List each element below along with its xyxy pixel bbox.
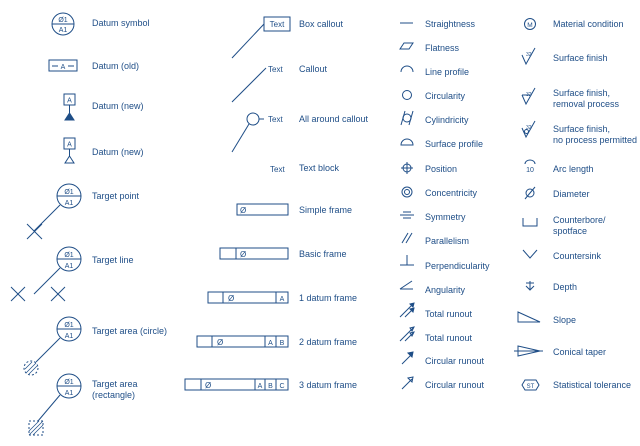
target-rect-bottom-text: A1 [64, 390, 74, 397]
label-circular-runout-1: Circular runout [425, 356, 485, 366]
label-circularity: Circularity [425, 91, 466, 101]
datum-symbol-bottom-text: A1 [58, 27, 68, 34]
label-angularity: Angularity [425, 285, 466, 295]
cylindricity-icon [401, 111, 413, 125]
label-circular-runout-2: Circular runout [425, 380, 485, 390]
datum-new-1-letter: A [67, 97, 72, 105]
target-point-bottom-text: A1 [64, 200, 74, 207]
label-statistical-tolerance: Statistical tolerance [553, 380, 632, 390]
label-parallelism: Parallelism [425, 236, 470, 246]
label-target-point: Target point [92, 191, 140, 201]
slope-icon [518, 312, 540, 322]
simple-frame-dia: Ø [240, 206, 247, 215]
callout-icon [232, 65, 283, 102]
label-total-runout-1: Total runout [425, 309, 473, 319]
datum-symbol-top-text: Ø1 [58, 17, 68, 24]
circular-runout-2-icon [402, 377, 413, 389]
datum-old-letter: A [60, 64, 66, 71]
callout-text: Text [268, 65, 283, 74]
label-surface-profile: Surface profile [425, 139, 484, 149]
label-concentricity: Concentricity [425, 188, 478, 198]
datum-new-open-icon [64, 138, 75, 163]
one-datum-dia: Ø [228, 294, 235, 303]
two-datum-b: B [279, 340, 285, 347]
label-target-line: Target line [92, 255, 134, 265]
two-datum-frame-icon [197, 336, 288, 347]
two-datum-a: A [268, 340, 273, 347]
label-target-area-rectangle: Target area (rectangle) [92, 379, 138, 400]
target-point-icon [27, 184, 81, 239]
sf-noprocess-value: 32 [526, 125, 532, 131]
label-datum-symbol: Datum symbol [92, 18, 150, 28]
label-slope: Slope [553, 315, 577, 325]
three-datum-dia: Ø [205, 381, 212, 390]
label-datum-old: Datum (old) [92, 61, 140, 71]
simple-frame-icon [237, 204, 288, 215]
target-circle-bottom-text: A1 [64, 333, 74, 340]
target-line-bottom-text: A1 [64, 263, 74, 270]
datum-symbol-icon [52, 13, 74, 35]
label-surface-finish-no-process: Surface finish, no process permitted [553, 124, 638, 145]
flatness-icon [400, 43, 413, 49]
label-datum-new-2: Datum (new) [92, 147, 144, 157]
arc-length-icon [525, 160, 535, 174]
diameter-icon [525, 187, 535, 199]
label-callout: Callout [299, 64, 328, 74]
total-runout-2-icon [400, 327, 414, 341]
conical-taper-icon [514, 346, 543, 356]
label-symmetry: Symmetry [425, 212, 466, 222]
target-line-top-text: Ø1 [64, 252, 74, 259]
line-profile-icon [401, 66, 413, 72]
label-two-datum-frame: 2 datum frame [299, 337, 358, 347]
label-material-condition: Material condition [553, 19, 624, 29]
text-block-text: Text [270, 165, 285, 174]
label-perpendicularity: Perpendicularity [425, 261, 490, 271]
label-all-around-callout: All around callout [299, 114, 369, 124]
label-three-datum-frame: 3 datum frame [299, 380, 358, 390]
label-conical-taper: Conical taper [553, 347, 607, 357]
label-target-area-circle: Target area (circle) [92, 326, 168, 336]
surface-profile-icon [401, 139, 413, 145]
basic-frame-icon [220, 248, 288, 259]
three-datum-b: B [268, 383, 273, 390]
label-basic-frame: Basic frame [299, 249, 347, 259]
datum-new-filled-icon [64, 94, 75, 120]
datum-new-2-letter: A [67, 141, 72, 149]
box-callout-text: Text [269, 20, 285, 29]
label-countersink: Countersink [553, 251, 602, 261]
target-circle-top-text: Ø1 [64, 322, 74, 329]
material-condition-icon [525, 19, 536, 30]
symmetry-icon [400, 212, 414, 218]
label-position: Position [425, 164, 458, 174]
label-cylindricity: Cylindricity [425, 115, 469, 125]
label-flatness: Flatness [425, 43, 460, 53]
perpendicularity-icon [400, 255, 414, 265]
label-line-profile: Line profile [425, 67, 470, 77]
label-depth: Depth [553, 282, 578, 292]
target-rect-top-text: Ø1 [64, 379, 74, 386]
all-around-text: Text [268, 115, 283, 124]
surface-finish-icon [522, 48, 535, 64]
datum-old-icon [49, 60, 77, 71]
circularity-icon [403, 91, 412, 100]
arc-glyph: 10 [526, 167, 534, 174]
label-box-callout: Box callout [299, 19, 344, 29]
st-glyph: ST [526, 384, 535, 390]
two-datum-dia: Ø [217, 338, 224, 347]
text-block-icon [270, 165, 285, 174]
statistical-tolerance-icon [522, 380, 539, 390]
three-datum-frame-icon [185, 379, 288, 390]
surface-finish-no-process-icon [522, 121, 535, 137]
angularity-icon [400, 281, 413, 289]
sf-value: 32 [526, 52, 532, 58]
all-around-callout-icon [232, 113, 283, 152]
target-point-top-text: Ø1 [64, 189, 74, 196]
label-simple-frame: Simple frame [299, 205, 353, 215]
depth-icon [526, 281, 534, 290]
label-arc-length: Arc length [553, 164, 594, 174]
target-line-icon [11, 247, 81, 301]
label-diameter: Diameter [553, 189, 590, 199]
parallelism-icon [402, 233, 412, 243]
total-runout-1-icon [400, 303, 414, 317]
one-datum-a: A [279, 296, 285, 303]
counterbore-icon [523, 218, 537, 226]
label-surface-finish: Surface finish [553, 53, 608, 63]
target-area-circle-icon [24, 317, 81, 375]
three-datum-c: C [279, 383, 285, 390]
label-one-datum-frame: 1 datum frame [299, 293, 358, 303]
label-counterbore: Counterbore/ spotface [553, 215, 606, 236]
basic-frame-dia: Ø [240, 250, 247, 259]
one-datum-frame-icon [208, 292, 288, 303]
label-total-runout-2: Total runout [425, 333, 473, 343]
circular-runout-1-icon [402, 352, 413, 364]
countersink-icon [523, 250, 537, 258]
label-surface-finish-removal: Surface finish, removal process [553, 88, 620, 109]
box-callout-icon [232, 17, 290, 58]
label-text-block: Text block [299, 163, 340, 173]
label-datum-new-1: Datum (new) [92, 101, 144, 111]
mc-glyph: M [527, 22, 533, 29]
target-area-rectangle-icon [29, 374, 81, 435]
concentricity-icon [402, 187, 412, 197]
position-icon [401, 162, 413, 174]
label-straightness: Straightness [425, 19, 476, 29]
sf-removal-value: 32 [526, 92, 532, 98]
surface-finish-removal-icon [522, 88, 535, 104]
three-datum-a: A [257, 383, 263, 390]
